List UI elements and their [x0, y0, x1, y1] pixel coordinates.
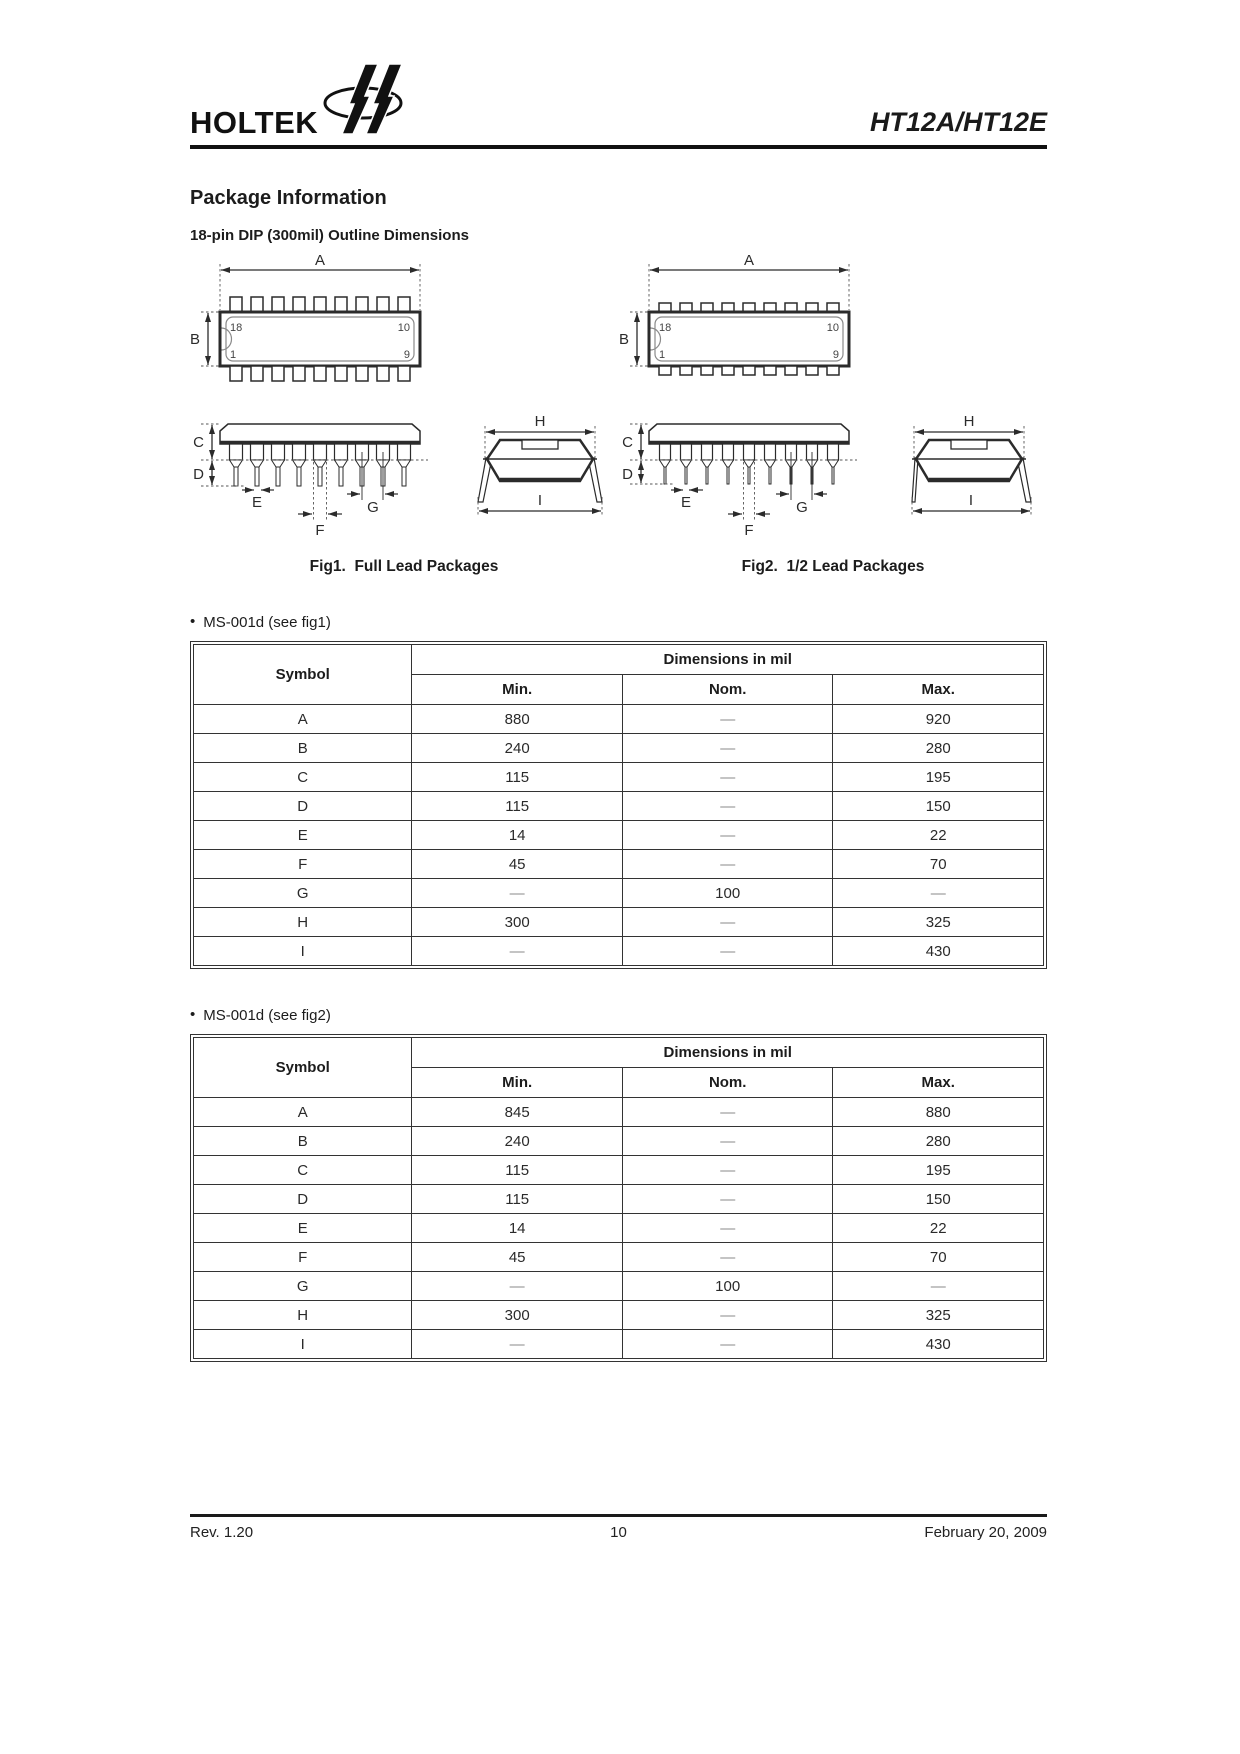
table-row	[194, 705, 1044, 734]
dim-label-h: H	[963, 413, 975, 430]
cell-nom: —	[622, 937, 833, 966]
cell-max: 430	[833, 937, 1044, 966]
cell-max: 195	[833, 1156, 1044, 1185]
header-rule	[190, 145, 1047, 149]
cell-nom: 100	[622, 1272, 833, 1301]
col-header-group: Dimensions in mil	[412, 645, 1044, 675]
cell-nom: —	[622, 1156, 833, 1185]
cell-nom: —	[622, 1185, 833, 1214]
pin-label-9: 9	[832, 349, 839, 361]
cell-min: 115	[412, 1185, 623, 1214]
cell-nom: —	[622, 734, 833, 763]
dim-label-a: A	[743, 254, 755, 269]
cell-min: —	[412, 1272, 623, 1301]
col-header-max: Max.	[833, 1068, 1044, 1098]
cell-nom: —	[622, 1301, 833, 1330]
cell-min: 115	[412, 763, 623, 792]
cell-min: 845	[412, 1098, 623, 1127]
dim-label-i: I	[537, 492, 543, 509]
dim-label-i: I	[968, 492, 974, 509]
table-row	[194, 1156, 1044, 1185]
col-header-min: Min.	[412, 1068, 623, 1098]
pin-label-18: 18	[230, 322, 243, 334]
table-row	[194, 1243, 1044, 1272]
dimensions-table-fig2	[193, 1037, 1044, 1359]
table-row	[194, 908, 1044, 937]
cell-symbol: F	[194, 1243, 412, 1272]
footer-rule	[190, 1514, 1047, 1517]
cell-min: 300	[412, 1301, 623, 1330]
cell-symbol: H	[194, 1301, 412, 1330]
cell-nom: —	[622, 1243, 833, 1272]
holtek-logo	[190, 58, 406, 138]
cell-min: 240	[412, 1127, 623, 1156]
table-row	[194, 1185, 1044, 1214]
cell-nom: —	[622, 705, 833, 734]
cell-min: —	[412, 1330, 623, 1359]
cell-nom: —	[622, 1214, 833, 1243]
cell-nom: —	[622, 792, 833, 821]
cell-symbol: D	[194, 1185, 412, 1214]
table-row	[194, 1214, 1044, 1243]
table-row	[194, 879, 1044, 908]
cell-min: 115	[412, 1156, 623, 1185]
cell-min: 240	[412, 734, 623, 763]
cell-symbol: B	[194, 1127, 412, 1156]
cell-min: 300	[412, 908, 623, 937]
cell-min: 880	[412, 705, 623, 734]
dim-label-c: C	[622, 434, 633, 451]
page-header	[190, 58, 1047, 138]
cell-symbol: I	[194, 937, 412, 966]
footer-revision: Rev. 1.20	[190, 1524, 254, 1541]
cell-symbol: B	[194, 734, 412, 763]
cell-max: 325	[833, 908, 1044, 937]
dim-label-a: A	[314, 254, 326, 269]
cell-max: 70	[833, 850, 1044, 879]
col-header-group: Dimensions in mil	[412, 1038, 1044, 1068]
cell-max: 920	[833, 705, 1044, 734]
cell-symbol: D	[194, 792, 412, 821]
cell-symbol: A	[194, 1098, 412, 1127]
cell-max: 150	[833, 1185, 1044, 1214]
dim-label-e: E	[251, 494, 263, 511]
dim-label-h: H	[534, 413, 546, 430]
dim-label-g: G	[367, 499, 379, 516]
table-row	[194, 792, 1044, 821]
cell-symbol: E	[194, 821, 412, 850]
col-header-nom: Nom.	[622, 1068, 833, 1098]
fig1-drawing	[190, 254, 618, 549]
cell-symbol: A	[194, 705, 412, 734]
col-header-min: Min.	[412, 675, 623, 705]
cell-max: 22	[833, 821, 1044, 850]
pin-label-1: 1	[230, 349, 237, 361]
cell-nom: —	[622, 1098, 833, 1127]
cell-symbol: G	[194, 879, 412, 908]
cell-max: 280	[833, 734, 1044, 763]
cell-symbol: F	[194, 850, 412, 879]
pin-label-18: 18	[659, 322, 672, 334]
table-row	[194, 763, 1044, 792]
cell-nom: —	[622, 1127, 833, 1156]
cell-min: 14	[412, 821, 623, 850]
table1-wrapper	[190, 641, 1047, 969]
cell-nom: —	[622, 850, 833, 879]
dim-label-c: C	[193, 434, 204, 451]
table1-bullet: • MS-001d (see fig1)	[190, 614, 1047, 631]
dimensions-table-fig1	[193, 644, 1044, 966]
dim-label-f: F	[315, 522, 325, 539]
cell-max: —	[833, 1272, 1044, 1301]
col-header-nom: Nom.	[622, 675, 833, 705]
fig1-group	[190, 254, 618, 576]
cell-max: 150	[833, 792, 1044, 821]
table2-wrapper	[190, 1034, 1047, 1362]
dim-label-b: B	[190, 331, 200, 348]
cell-symbol: G	[194, 1272, 412, 1301]
fig1-caption: Fig1. Full Lead Packages	[309, 558, 499, 575]
doc-title: HT12A/HT12E	[869, 107, 1047, 137]
dim-label-g: G	[796, 499, 808, 516]
dim-label-b: B	[619, 331, 629, 348]
section-subtitle: 18-pin DIP (300mil) Outline Dimensions	[190, 227, 469, 244]
pin-label-10: 10	[826, 322, 839, 334]
fig2-drawing	[619, 254, 1047, 549]
footer-date: February 20, 2009	[924, 1524, 1047, 1541]
cell-max: —	[833, 879, 1044, 908]
cell-max: 880	[833, 1098, 1044, 1127]
cell-min: 45	[412, 1243, 623, 1272]
table-row	[194, 1098, 1044, 1127]
cell-max: 280	[833, 1127, 1044, 1156]
col-header-symbol: Symbol	[194, 1038, 412, 1098]
cell-nom: —	[622, 908, 833, 937]
cell-max: 430	[833, 1330, 1044, 1359]
table-row	[194, 1127, 1044, 1156]
cell-min: 45	[412, 850, 623, 879]
table-row	[194, 937, 1044, 966]
cell-nom: —	[622, 1330, 833, 1359]
cell-min: 115	[412, 792, 623, 821]
dim-label-e: E	[680, 494, 692, 511]
cell-max: 325	[833, 1301, 1044, 1330]
dim-label-d: D	[622, 466, 633, 483]
cell-max: 195	[833, 763, 1044, 792]
pin-label-10: 10	[397, 322, 410, 334]
cell-symbol: C	[194, 763, 412, 792]
table2-bullet: • MS-001d (see fig2)	[190, 1007, 1047, 1024]
fig2-caption: Fig2. 1/2 Lead Packages	[741, 558, 925, 575]
cell-max: 70	[833, 1243, 1044, 1272]
cell-symbol: E	[194, 1214, 412, 1243]
holtek-logo-text: HOLTEK	[190, 105, 319, 140]
cell-min: —	[412, 937, 623, 966]
footer-page-number: 10	[610, 1524, 627, 1541]
cell-nom: —	[622, 763, 833, 792]
table-row	[194, 1301, 1044, 1330]
table-row	[194, 1330, 1044, 1359]
pin-label-1: 1	[659, 349, 666, 361]
cell-min: 14	[412, 1214, 623, 1243]
col-header-max: Max.	[833, 675, 1044, 705]
section-title: Package Information	[190, 187, 387, 209]
dim-label-f: F	[744, 522, 754, 539]
table-row	[194, 850, 1044, 879]
cell-symbol: C	[194, 1156, 412, 1185]
pin-label-9: 9	[403, 349, 410, 361]
table-row	[194, 821, 1044, 850]
fig2-group	[619, 254, 1047, 576]
cell-symbol: I	[194, 1330, 412, 1359]
cell-nom: 100	[622, 879, 833, 908]
cell-nom: —	[622, 821, 833, 850]
table-row	[194, 734, 1044, 763]
page-footer	[190, 1514, 1047, 1541]
cell-min: —	[412, 879, 623, 908]
cell-max: 22	[833, 1214, 1044, 1243]
figures-row	[190, 254, 1047, 576]
cell-symbol: H	[194, 908, 412, 937]
table-row	[194, 1272, 1044, 1301]
holtek-logo-mark	[320, 58, 406, 138]
col-header-symbol: Symbol	[194, 645, 412, 705]
dim-label-d: D	[193, 466, 204, 483]
